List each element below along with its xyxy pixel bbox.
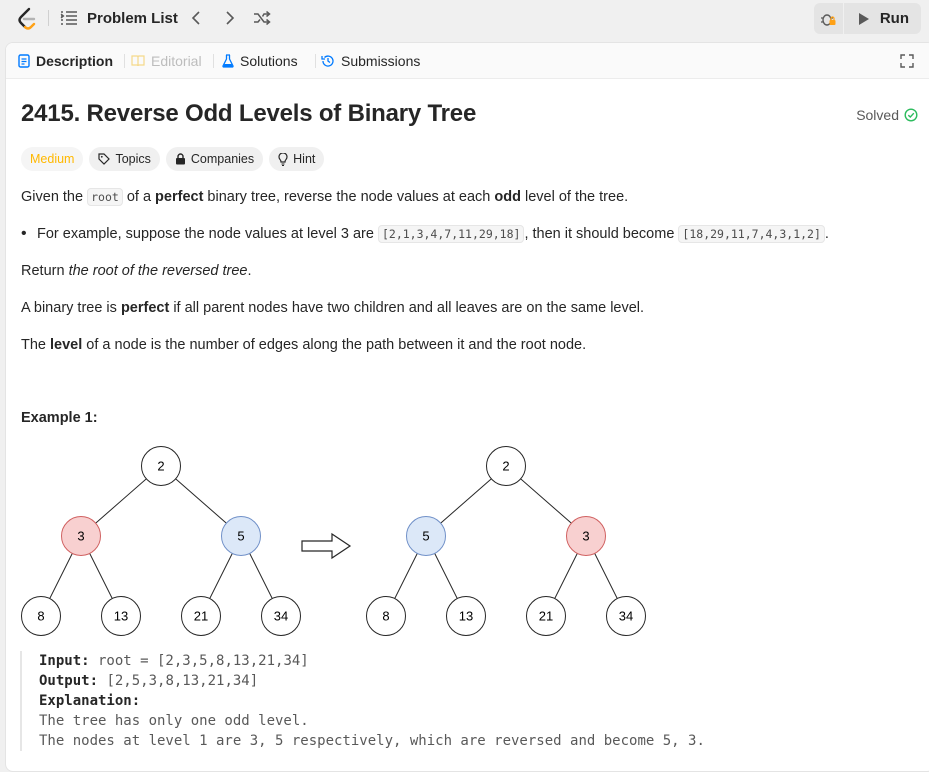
left-tree-nodes [22,447,301,636]
tab-label: Solutions [240,53,298,69]
tree-node-label: 3 [77,528,85,544]
transform-arrow-icon [302,534,350,558]
explanation-line: The tree has only one odd level. [39,713,309,729]
description-paragraph-1: Given the root of a perfect binary tree, reverse the node values at each odd level of the tree. [21,189,629,205]
tab-solutions[interactable] [222,43,298,79]
inline-code: root [87,188,123,206]
tree-node-label: 2 [157,458,165,474]
check-circle-icon [904,108,918,122]
tab-bar [6,43,929,79]
debug-button[interactable] [814,3,844,34]
inline-code: [18,29,11,7,4,3,1,2] [678,225,824,243]
tree-node-label: 8 [382,608,390,624]
output-label: Output: [39,673,99,689]
play-icon [858,12,870,26]
run-group [814,3,921,34]
input-value: root = [2,3,5,8,13,21,34] [89,653,309,669]
chip-label: Hint [293,152,316,166]
tab-separator [213,54,214,68]
topics-chip[interactable] [89,147,159,171]
tab-label: Description [36,53,114,69]
output-value: [2,5,3,8,13,21,34] [98,673,259,689]
lightbulb-icon [278,153,288,166]
tree-node-label: 3 [582,528,590,544]
right-tree-nodes [367,447,646,636]
companies-chip[interactable] [166,147,263,171]
tree-node-label: 21 [193,608,209,624]
book-icon [131,55,145,67]
tree-node-label: 5 [422,528,430,544]
list-icon [60,11,78,25]
tree-node-label: 13 [113,608,129,624]
explanation-label: Explanation: [39,693,141,709]
tree-node-label: 21 [538,608,554,624]
chevron-right-icon [225,11,235,25]
difficulty-badge [21,147,83,171]
description-paragraph-2: Return the root of the reversed tree. [21,263,252,279]
tree-node-label: 34 [618,608,634,624]
tree-node-label: 8 [37,608,45,624]
random-problem-button[interactable] [252,8,272,28]
description-paragraph-4: The level of a node is the number of edges along the path between it and the root node. [21,337,587,353]
top-bar [0,0,929,37]
tab-description[interactable] [18,43,113,79]
tree-node-label: 13 [458,608,474,624]
tag-icon [98,153,110,165]
problem-list-button[interactable] [60,6,178,30]
bullet-item: • For example, suppose the node values at level 3 are [2,1,3,4,7,11,29,18] , then it should become [18,29,11,7,4,3,1,2] . [21,225,829,242]
tab-editorial[interactable] [131,43,202,79]
chevron-left-icon [191,11,201,25]
tree-node-label: 5 [237,528,245,544]
expand-icon[interactable] [900,54,914,68]
hint-chip[interactable] [269,147,324,171]
topbar-divider [48,10,49,26]
input-label: Input: [39,653,90,669]
problem-list-label: Problem List [87,9,178,27]
description-paragraph-3: A binary tree is perfect if all parent nodes have two children and all leaves are on the same level. [21,300,645,316]
example-block [20,651,720,751]
flask-icon [222,54,234,68]
description-panel [5,42,929,772]
prev-problem-button[interactable] [186,8,206,28]
run-label: Run [879,10,909,27]
chip-row [21,147,324,171]
explanation-line: The nodes at level 1 are 3, 5 respectively, which are reversed and become 5, 3. [39,733,705,749]
tab-separator [124,54,125,68]
bug-lock-icon [820,11,836,27]
solved-status [856,107,918,123]
tab-submissions[interactable] [321,43,420,79]
example-title: Example 1: [21,410,98,426]
problem-title: 2415. Reverse Odd Levels of Binary Tree [21,100,477,127]
inline-code: [2,1,3,4,7,11,29,18] [378,225,524,243]
tab-label: Editorial [151,53,202,69]
tab-separator [315,54,316,68]
leetcode-logo-icon[interactable] [16,7,38,31]
run-button[interactable] [844,3,921,34]
tree-node-label: 2 [502,458,510,474]
document-icon [18,54,30,68]
solved-label: Solved [856,107,899,123]
next-problem-button[interactable] [220,8,240,28]
chip-label: Companies [190,152,255,166]
shuffle-icon [253,11,271,25]
tree-node-label: 34 [273,608,289,624]
history-icon [321,54,335,68]
lock-icon [175,153,186,165]
chip-label: Topics [115,152,151,166]
difficulty-label: Medium [30,152,75,166]
example-tree-diagram [6,438,706,643]
tab-label: Submissions [341,53,421,69]
